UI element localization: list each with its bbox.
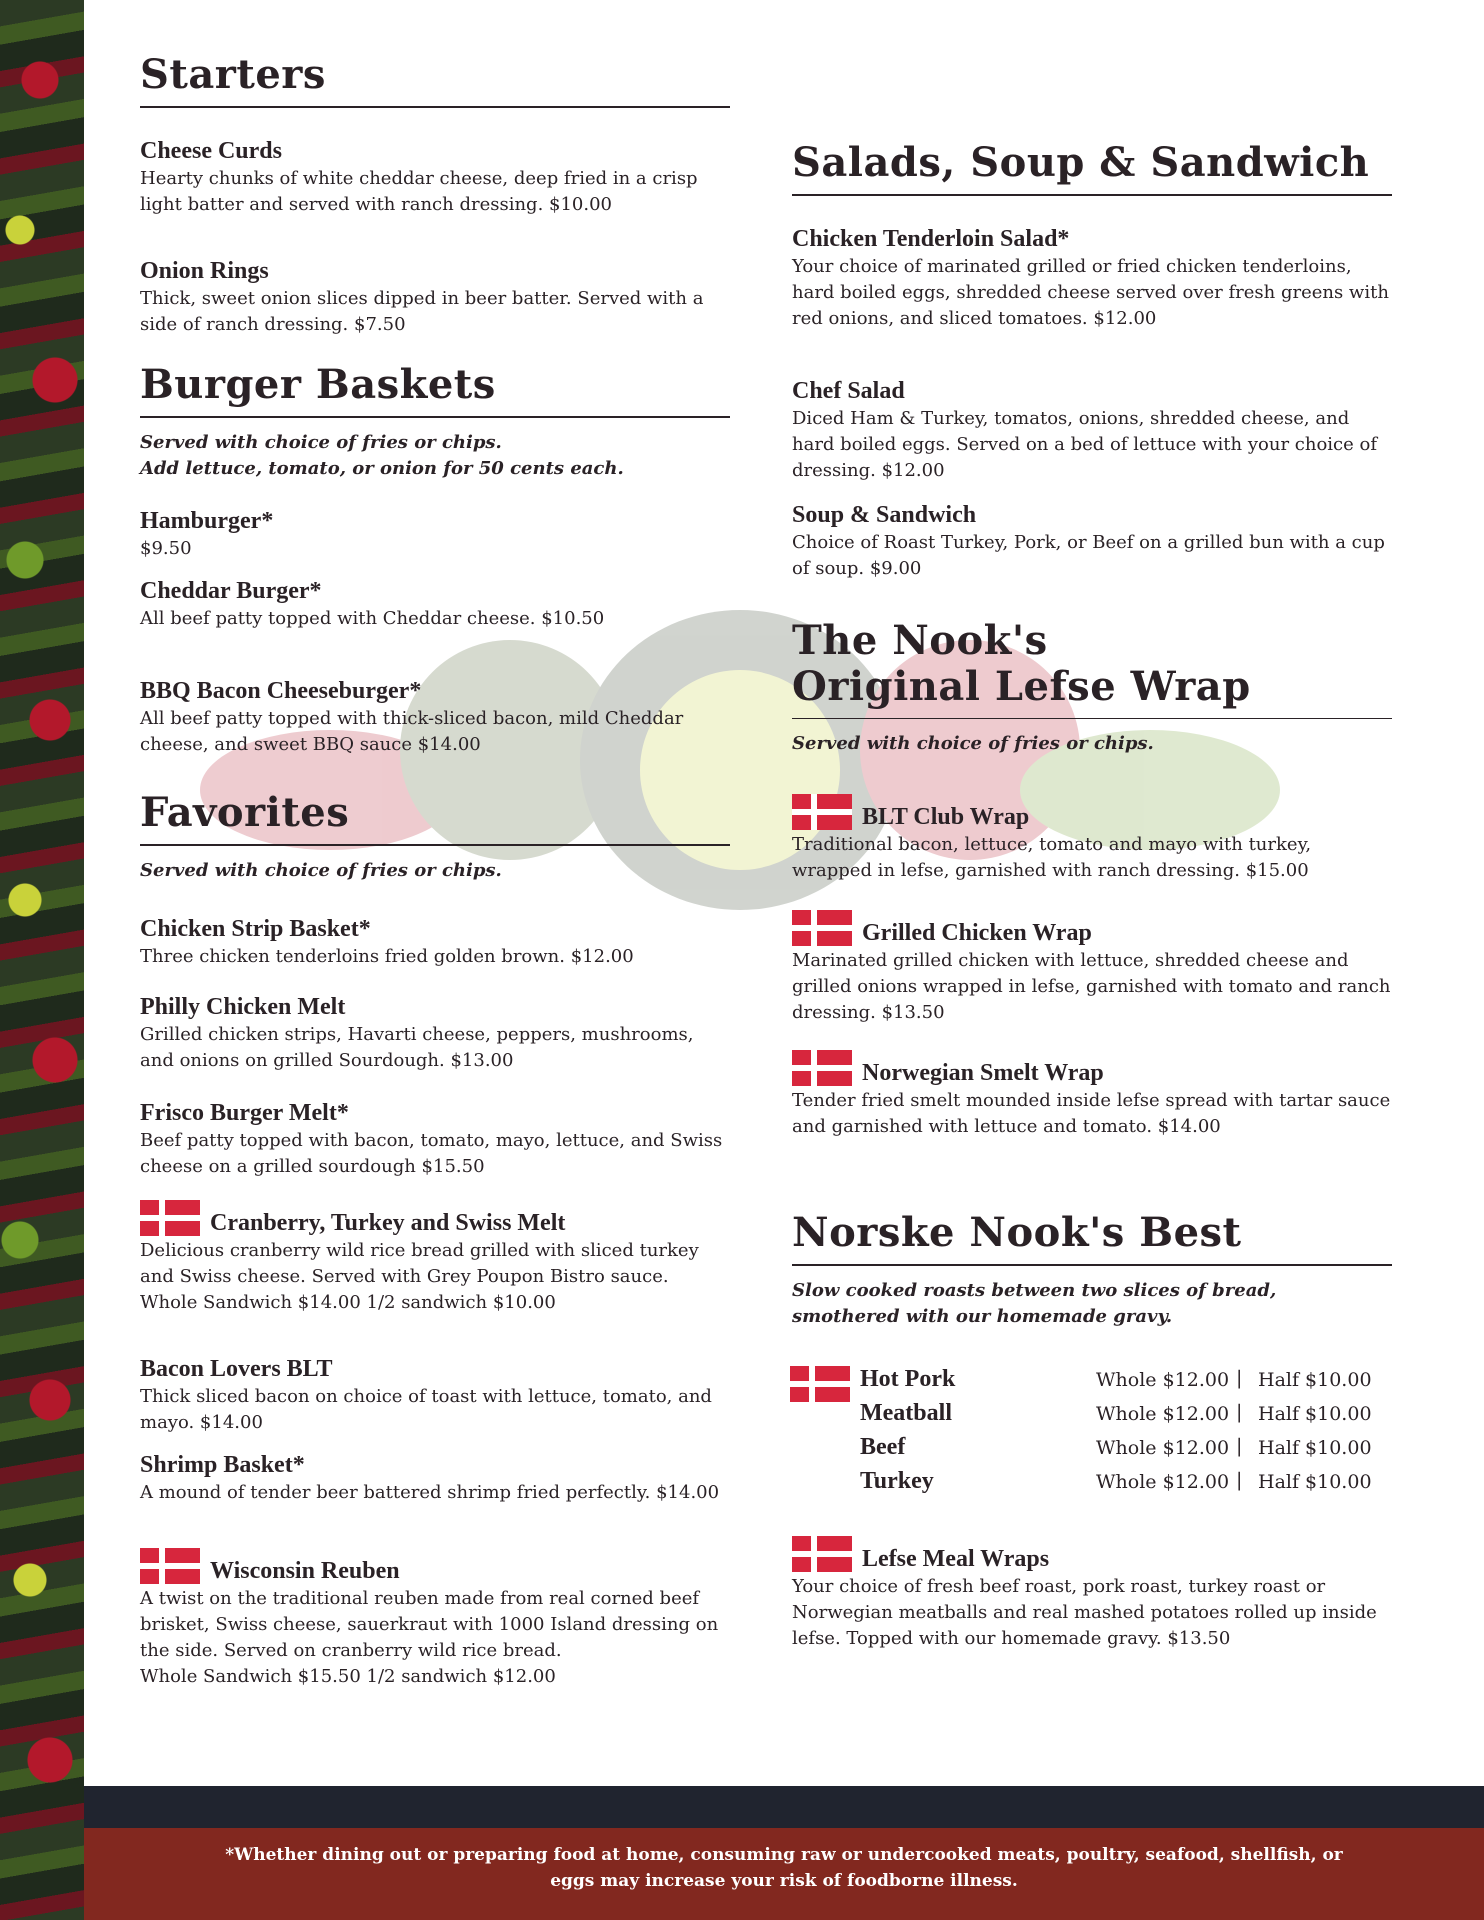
item-name: Chicken Strip Basket* — [140, 916, 371, 942]
norske-nooks-best-section — [792, 1210, 1392, 1330]
item-name: Chef Salad — [792, 378, 905, 404]
item-description: Beef patty topped with bacon, tomato, mayo, lettuce, and Swiss cheese on a grilled sourdough $15.50 — [140, 1130, 723, 1177]
burger-baskets-heading: Burger Baskets — [140, 362, 730, 418]
item-name: BLT Club Wrap — [862, 804, 1030, 830]
item-description: Traditional bacon, lettuce, tomato and mayo with turkey, wrapped in lefse, garnished with ranch dressing. $15.00 — [792, 834, 1312, 881]
section-note-line: Served with choice of fries or chips. — [140, 432, 502, 453]
menu-item — [140, 1098, 730, 1180]
menu-item — [140, 992, 730, 1074]
item-name: Cranberry, Turkey and Swiss Melt — [210, 1210, 566, 1236]
menu-item — [792, 224, 1392, 332]
item-description: Thick sliced bacon on choice of toast with lettuce, tomato, and mayo. $14.00 — [140, 1386, 712, 1433]
roast-name: Meatball — [860, 1400, 952, 1426]
norwegian-flag-icon — [792, 1050, 852, 1086]
price-separator: | — [1236, 1367, 1243, 1389]
menu-item — [140, 914, 730, 970]
item-description: Thick, sweet onion slices dipped in beer batter. Served with a side of ranch dressing. $7.50 — [140, 288, 704, 335]
norske-nooks-best-heading: Norske Nook's Best — [792, 1210, 1392, 1266]
item-name: Wisconsin Reuben — [210, 1558, 400, 1584]
item-description: All beef patty topped with thick-sliced bacon, mild Cheddar cheese, and sweet BBQ sauce $14.00 — [140, 708, 684, 755]
item-name: Grilled Chicken Wrap — [862, 920, 1092, 946]
footer-navy-bar — [84, 1786, 1484, 1828]
menu-item — [140, 1200, 730, 1316]
half-price: Half $10.00 — [1258, 1403, 1372, 1425]
heading-line: The Nook's — [792, 617, 1048, 664]
table-row — [792, 1400, 1392, 1434]
item-name: Lefse Meal Wraps — [862, 1546, 1050, 1572]
norwegian-flag-icon — [792, 794, 852, 830]
item-description: Your choice of fresh beef roast, pork roast, turkey roast or Norwegian meatballs and real mashed potatoes rolled up inside lefse. Topped with our homemade gravy. $13.50 — [792, 1576, 1377, 1649]
favorites-section — [140, 790, 730, 884]
item-description: Delicious cranberry wild rice bread grilled with sliced turkey and Swiss cheese. Served with Grey Poupon Bistro sauce. — [140, 1240, 699, 1287]
item-name: Cheddar Burger* — [140, 578, 322, 604]
item-description: Grilled chicken strips, Havarti cheese, peppers, mushrooms, and onions on grilled Sourdough. $13.00 — [140, 1024, 694, 1071]
whole-price: Whole $12.00 — [1096, 1369, 1230, 1391]
item-name: Philly Chicken Melt — [140, 994, 346, 1020]
price-separator: | — [1236, 1401, 1243, 1423]
item-name: Bacon Lovers BLT — [140, 1356, 333, 1382]
roast-name: Beef — [860, 1434, 906, 1460]
menu-item — [140, 1354, 730, 1436]
section-note: Served with choice of fries or chips. — [792, 733, 1154, 754]
price-separator: | — [1236, 1469, 1243, 1491]
item-description: A twist on the traditional reuben made from real corned beef brisket, Swiss cheese, sauerkraut with 1000 Island dressing on the side. Served on cranberry wild rice bread. — [140, 1588, 719, 1661]
menu-item — [792, 500, 1392, 582]
item-name: Onion Rings — [140, 258, 269, 284]
disclaimer-line: eggs may increase your risk of foodborne illness. — [550, 1871, 1018, 1891]
table-row — [792, 1434, 1392, 1468]
section-note-line: Add lettuce, tomato, or onion for 50 cents each. — [140, 458, 624, 479]
menu-item — [792, 1536, 1392, 1652]
section-note-line: Slow cooked roasts between two slices of bread, — [792, 1280, 1277, 1301]
whole-price: Whole $12.00 — [1096, 1471, 1230, 1493]
lefse-wrap-heading — [792, 618, 1392, 719]
roast-name: Hot Pork — [860, 1366, 956, 1392]
menu-item — [792, 376, 1392, 484]
rosemaling-border — [0, 0, 84, 1920]
item-description: Tender fried smelt mounded inside lefse spread with tartar sauce and garnished with lettuce and tomato. $14.00 — [792, 1090, 1391, 1137]
menu-item — [140, 676, 730, 758]
burger-baskets-section — [140, 362, 730, 482]
item-price: Whole Sandwich $14.00 1/2 sandwich $10.00 — [140, 1292, 556, 1313]
section-note — [792, 1278, 1392, 1330]
half-price: Half $10.00 — [1258, 1369, 1372, 1391]
heading-line: Original Lefse Wrap — [792, 663, 1251, 710]
starters-heading: Starters — [140, 52, 730, 108]
item-description: A mound of tender beer battered shrimp fried perfectly. $14.00 — [140, 1482, 720, 1503]
item-name: Frisco Burger Melt* — [140, 1100, 349, 1126]
section-note: Served with choice of fries or chips. — [140, 860, 502, 881]
norwegian-flag-icon — [792, 910, 852, 946]
table-row — [792, 1366, 1392, 1400]
whole-price: Whole $12.00 — [1096, 1403, 1230, 1425]
item-name: Chicken Tenderloin Salad* — [792, 226, 1070, 252]
menu-item — [140, 256, 730, 338]
salads-section — [792, 140, 1392, 196]
menu-item — [792, 910, 1392, 1026]
item-description: Your choice of marinated grilled or fried chicken tenderloins, hard boiled eggs, shredded cheese served over fresh greens with red onions, and sliced tomatoes. $12.00 — [792, 256, 1389, 329]
norwegian-flag-icon — [792, 1536, 852, 1572]
item-description: Three chicken tenderloins fried golden brown. $12.00 — [140, 946, 634, 967]
half-price: Half $10.00 — [1258, 1437, 1372, 1459]
item-price: Whole Sandwich $15.50 1/2 sandwich $12.00 — [140, 1666, 556, 1687]
salads-heading: Salads, Soup & Sandwich — [792, 140, 1392, 196]
half-price: Half $10.00 — [1258, 1471, 1372, 1493]
menu-item — [140, 576, 730, 632]
item-description: $9.50 — [140, 538, 192, 559]
menu-item — [140, 136, 730, 218]
roast-name: Turkey — [860, 1468, 934, 1494]
favorites-heading: Favorites — [140, 790, 730, 846]
norwegian-flag-icon — [140, 1548, 200, 1584]
disclaimer-line: *Whether dining out or preparing food at home, consuming raw or undercooked meats, poultry, seafood, shellfish, or — [225, 1845, 1343, 1865]
food-safety-disclaimer — [84, 1828, 1484, 1920]
menu-item — [792, 1050, 1392, 1140]
menu-item — [140, 1450, 730, 1506]
norwegian-flag-icon — [140, 1200, 200, 1236]
menu-item — [140, 1548, 730, 1690]
menu-item — [140, 506, 730, 562]
item-name: Hamburger* — [140, 508, 274, 534]
item-description: Hearty chunks of white cheddar cheese, deep fried in a crisp light batter and served with ranch dressing. $10.00 — [140, 168, 698, 215]
starters-section — [140, 52, 730, 108]
section-note — [140, 430, 730, 482]
item-name: Soup & Sandwich — [792, 502, 977, 528]
table-row — [792, 1468, 1392, 1502]
menu-item — [792, 794, 1392, 884]
section-note-line: smothered with our homemade gravy. — [792, 1306, 1173, 1327]
item-name: Shrimp Basket* — [140, 1452, 305, 1478]
item-name: BBQ Bacon Cheeseburger* — [140, 678, 422, 704]
item-description: All beef patty topped with Cheddar cheese. $10.50 — [140, 608, 605, 629]
item-description: Diced Ham & Turkey, tomatos, onions, shredded cheese, and hard boiled eggs. Served on a bed of lettuce with your choice of dressing. $12.00 — [792, 408, 1377, 481]
item-name: Cheese Curds — [140, 138, 282, 164]
whole-price: Whole $12.00 — [1096, 1437, 1230, 1459]
lefse-wrap-section — [792, 618, 1392, 757]
item-description: Choice of Roast Turkey, Pork, or Beef on a grilled bun with a cup of soup. $9.00 — [792, 532, 1385, 579]
price-separator: | — [1236, 1435, 1243, 1457]
item-name: Norwegian Smelt Wrap — [862, 1060, 1104, 1086]
item-description: Marinated grilled chicken with lettuce, shredded cheese and grilled onions wrapped in lefse, garnished with tomato and ranch dressing. $13.50 — [792, 950, 1391, 1023]
